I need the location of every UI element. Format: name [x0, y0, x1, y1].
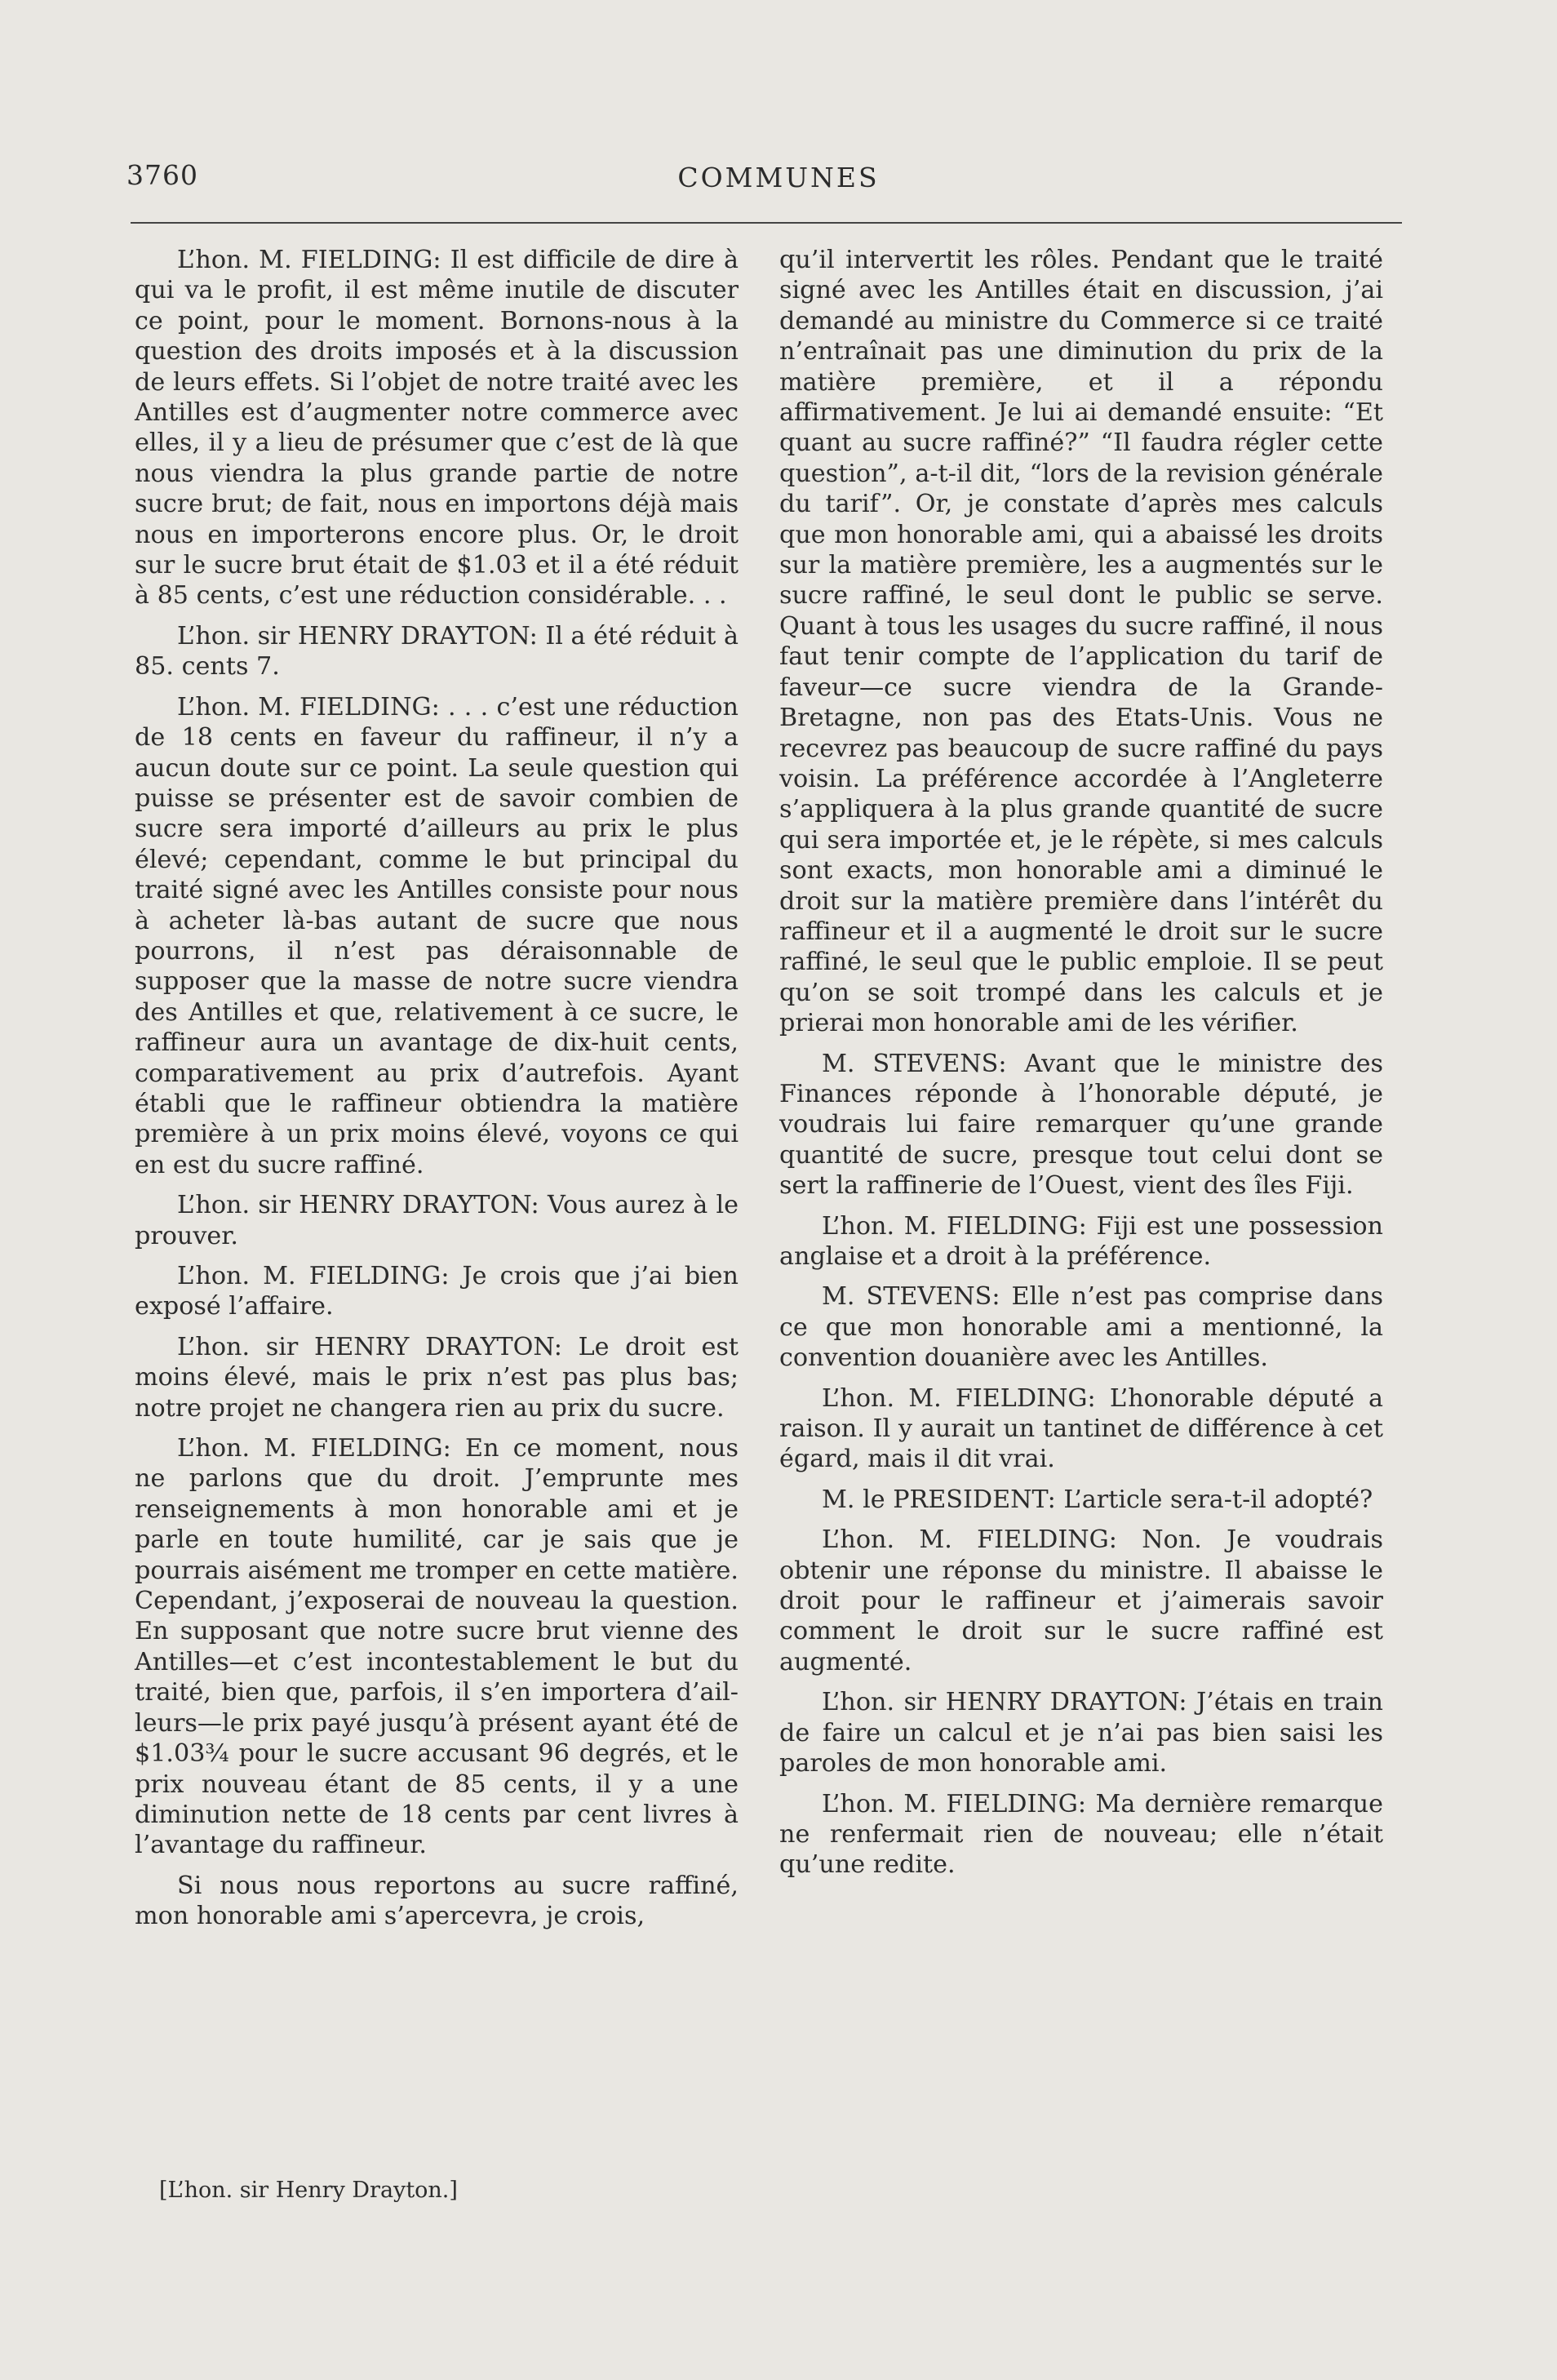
speaker-footnote: [L’hon. sir Henry Drayton.] [159, 2178, 458, 2203]
paragraph: qu’il intervertit les rôles. Pendant que le traité signé avec les Antilles était en discussion, j’ai demandé au ministre du Commerce si ce traité n’entraînait pas une diminution du prix de la matière première, et il a répondu affirmativement. Je lui ai demandé ensuite: “Et quant au sucre raffiné?” “Il faudra régler cette question”, a-t-il dit, “lors de la revision générale du tarif”. Or, je constate d’après mes calculs que mon honorable ami, qui a abaissé les droits sur la matière première, les a augmentés sur le sucre raffiné, le seul dont le public se serve. Quant à tous les usages du sucre raffiné, il nous faut tenir compte de l’application du tarif de faveur—ce sucre viendra de la Grande-Bretagne, non pas des Etats-Unis. Vous ne recevrez pas beaucoup de sucre raffiné du pays voisin. La préférence accordée à l’Angleterre s’appliquera à la plus grande quantité de sucre qui sera importée et, je le répète, si mes calculs sont exacts, mon honorable ami a diminué le droit sur la matière première dans l’intérêt du raffineur et il a augmenté le droit sur le sucre raffiné, le seul que le public emploie. Il se peut qu’on se soit trompé dans les calculs et je prierai mon honorable ami de les vérifier. [779, 246, 1383, 1038]
paragraph: M. le PRESIDENT: L’article sera-t-il adopté? [822, 1485, 1373, 1514]
paragraph: L’hon. sir HENRY DRAYTON: Vous aurez à le prouver. [135, 1191, 739, 1250]
paragraph: L’hon. M. FIELDING: Fiji est une possession anglaise et a droit à la préférence. [779, 1211, 1383, 1271]
right-column [779, 245, 1383, 1890]
paragraph: L’hon. M. FIELDING: . . . c’est une réduction de 18 cents en faveur du raffineur, il n’y a aucun doute sur ce point. La seule question qui puisse se présenter est de savoir combien de sucre sera importé d’ailleurs au prix le plus élevé; cependant, comme le but principal du traité signé avec les Antilles consiste pour nous à acheter là-bas autant de sucre que nous pourrons, il n’est pas déraisonnable de supposer que la masse de notre sucre viendra des Antilles et que, relativement à ce sucre, le raffineur aura un avantage de dix-huit cents, comparativement au prix d’autrefois. Ayant établi que le raffineur obtiendra la matière première à un prix moins élevé, voyons ce qui en est du sucre raffiné. [135, 692, 739, 1179]
paragraph: L’hon. M. FIELDING: Il est difficile de dire à qui va le profit, il est même inutile de discuter ce point, pour le moment. Bornons-nous à la question des droits imposés et à la discussion de leurs effets. Si l’objet de notre traité avec les Antilles est d’augmenter notre commerce avec elles, il y a lieu de présumer que c’est de là que nous viendra la plus grande partie de notre sucre brut; de fait, nous en importons déjà mais nous en importerons encore plus. Or, le droit sur le sucre brut était de $1.03 et il a été réduit à 85 cents, c’est une réduction considérable. . . [135, 246, 739, 611]
paragraph: L’hon. M. FIELDING: En ce moment, nous ne parlons que du droit. J’emprunte mes renseignements à mon honorable ami et je parle en toute humilité, car je sais que je pourrais aisément me tromper en cette matière. Cependant, j’exposerai de nouveau la question. En supposant que notre sucre brut vienne des Antilles—et c’est incontestablement le but du traité, bien que, parfois, il s’en importera d’ailleurs—le prix payé jusqu’à présent ayant été de $1.03¾ pour le sucre accusant 96 degrés, et le prix nouveau étant de 85 cents, il y a une diminution nette de 18 cents par cent livres à l’avantage du raffineur. [135, 1434, 739, 1860]
page-number: 3760 [126, 159, 198, 191]
left-column [135, 245, 739, 1942]
paragraph: L’hon. M. FIELDING: Je crois que j’ai bien exposé l’affaire. [135, 1262, 739, 1321]
paragraph: M. STEVENS: Elle n’est pas comprise dans ce que mon honorable ami a mentionné, la convention douanière avec les Antilles. [779, 1282, 1383, 1373]
paragraph: L’hon. M. FIELDING: Non. Je voudrais obtenir une réponse du ministre. Il abaisse le droit pour le raffineur et j’aimerais savoir comment le droit sur le sucre raffiné est augmenté. [779, 1525, 1383, 1676]
running-title: COMMUNES [677, 162, 880, 193]
paragraph: Si nous nous reportons au sucre raffiné, mon honorable ami s’apercevra, je crois, [135, 1871, 739, 1931]
paragraph: L’hon. sir HENRY DRAYTON: Le droit est moins élevé, mais le prix n’est pas plus bas; notre projet ne changera rien au prix du sucre. [135, 1332, 739, 1423]
paragraph: L’hon. M. FIELDING: L’honorable député a raison. Il y aurait un tantinet de différence à cet égard, mais il dit vrai. [779, 1383, 1383, 1474]
paragraph: L’hon. sir HENRY DRAYTON: Il a été réduit à 85. cents 7. [135, 621, 739, 682]
paragraph: M. STEVENS: Avant que le ministre des Finances réponde à l’honorable député, je voudrais lui faire remarquer qu’une grande quantité de sucre, presque tout celui dont se sert la raffinerie de l’Ouest, vient des îles Fiji. [779, 1049, 1383, 1201]
paragraph: L’hon. M. FIELDING: Ma dernière remarque ne renfermait rien de nouveau; elle n’était qu’une redite. [779, 1789, 1383, 1880]
header-rule [131, 222, 1402, 224]
paragraph: L’hon. sir HENRY DRAYTON: J’étais en train de faire un calcul et je n’ai pas bien saisi les paroles de mon honorable ami. [779, 1688, 1383, 1778]
